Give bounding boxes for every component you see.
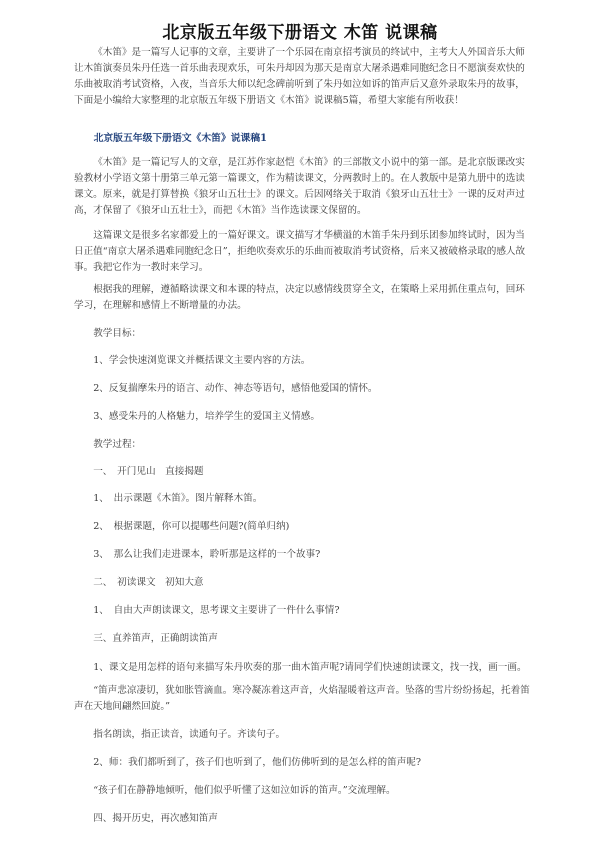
- paragraph-3: 根据我的理解，遵循略读课文和本课的特点，决定以感情线贯穿全文，在策略上采用抓住重点句，回环学习，在理解和感情上不断增量的办法。: [74, 284, 525, 311]
- section-3-item-2: 2、师：我们都听到了，孩子们也听到了，他们仿佛听到的是怎么样的笛声呢?: [93, 757, 422, 768]
- goal-item-2: 2、反复揣摩朱丹的语言、动作、神态等语句，感悟他爱国的情怀。: [93, 383, 378, 394]
- teaching-process-heading: 教学过程：: [93, 439, 142, 450]
- teaching-goals-heading: 教学目标：: [93, 328, 142, 339]
- section-2-item-1: 1、 自由大声朗读课文，思考课文主要讲了一件什么事情?: [93, 605, 340, 616]
- section-2-heading: 二、 初读课文 初知大意: [93, 577, 204, 588]
- document-title: 北京版五年级下册语文 木笛 说课稿: [162, 23, 438, 43]
- section-1-heading: 一、 开门见山 直接揭题: [93, 466, 204, 477]
- reading-instruction: 指名朗读，指正读音，读通句子。齐读句子。: [93, 729, 286, 740]
- section-1-item-3: 3、 那么让我们走进课本，聆听那是这样的一个故事?: [93, 549, 321, 560]
- section-subheading: 北京版五年级下册语文《木笛》说课稿1: [93, 133, 267, 144]
- goal-item-1: 1、学会快速浏览课文并概括课文主要内容的方法。: [93, 355, 311, 366]
- paragraph-1: 《木笛》是一篇记写人的文章，是江苏作家赵恺《木笛》的三部散文小说中的第一部。是北京版课改实验教材小学语文第十册第三单元第一篇课文，作为精读课文，分两教时上的。在人教版中是第九册中的选读课文。原来，就是打算替换《狼牙山五壮士》的课文。后因网络关于取消《狼牙山五壮士》一课的反对声过高，才保留了《狼牙山五壮士》，而把《木笛》当作选读课文保留的。: [74, 157, 525, 216]
- section-1-item-1: 1、 出示课题《木笛》。图片解释木笛。: [93, 493, 263, 504]
- section-4-heading: 四、揭开历史，再次感知笛声: [93, 813, 218, 824]
- paragraph-2: 这篇课文是很多名家都爱上的一篇好课文。课文描写才华横溢的木笛手朱丹到乐团参加终试时，因为当日正值“南京大屠杀遇难同胞纪念日”，拒绝吹奏欢乐的乐曲而被取消考试资格，后来又被破格录取的感人故事。我把它作为一教时来学习。: [74, 230, 526, 273]
- quote-2: “孩子们在静静地倾听，他们似乎听懂了这如泣如诉的笛声。”交流理解。: [93, 785, 396, 796]
- intro-paragraph: 《木笛》是一篇写人记事的文章，主要讲了一个乐园在南京招考演员的终试中，主考大人外国音乐大师让木笛演奏员朱丹任选一首乐曲表现欢乐，可朱丹却因为那天是南京大屠杀遇难同胞纪念日不愿演奏欢快的乐曲被取消考试资格，入夜，当音乐大师以纪念碑前听到了朱丹如泣如诉的笛声后又意外录取朱丹的故事，下面是小编给大家整理的北京版五年级下册语文《木笛》说课稿5篇，希望大家能有所收获！: [74, 47, 525, 106]
- quote-1: “笛声悲凉凄切，犹如胀管滴血。寒冷凝冻着这声音，火焰湿暖着这声音。坠落的雪片纷纷扬起，托着笛声在天地间翩然回旋。”: [74, 685, 530, 712]
- section-3-heading: 三、直养笛声，正确朗读笛声: [93, 633, 218, 644]
- goal-item-3: 3、感受朱丹的人格魅力，培养学生的爱国主义情感。: [93, 411, 320, 422]
- section-3-item-1: 1、课文是用怎样的语句来描写朱丹吹奏的那一曲木笛声呢?请同学们快速朗读课文，找一找，画一画。: [93, 662, 527, 673]
- section-1-item-2: 2、 根据课题，你可以提哪些问题?(简单归纳): [93, 521, 290, 532]
